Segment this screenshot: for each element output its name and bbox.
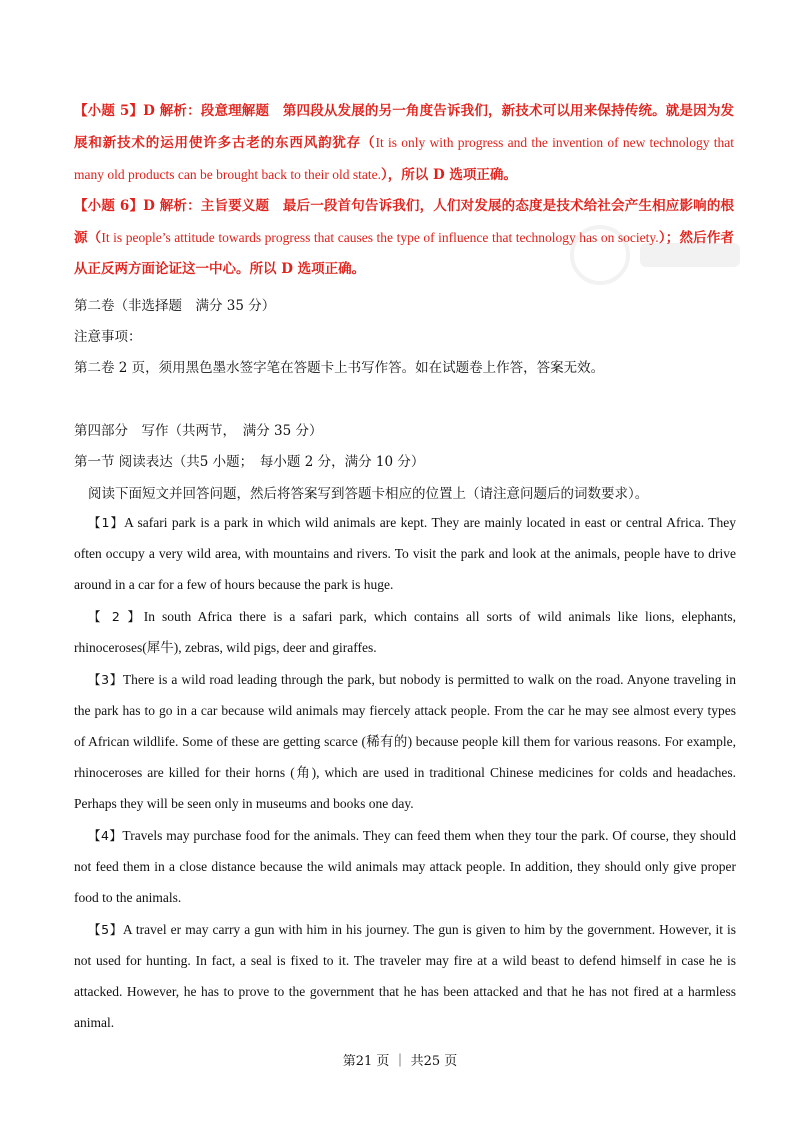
answer-q6-quote: It is people’s attitude towards progress that causes the type of influence that technology has on society. <box>101 230 659 245</box>
section1-title: 第一节 阅读表达（共5 小题； 每小题 2 分，满分 10 分） <box>74 454 425 470</box>
paragraph-tag: 【 2 】 <box>88 609 144 624</box>
passage-paragraph-5 <box>74 914 736 1038</box>
paragraph-tag: 【5】 <box>88 922 123 937</box>
answer-q6-text: 最后一段首句告诉我们，人们对发展的态度是技术给社会产生相应影响的根源（ <box>74 198 735 246</box>
page-footer: 第21 页 ｜ 共25 页 <box>342 1054 458 1069</box>
passage-paragraph-2 <box>74 601 736 663</box>
volume2-title: 第二卷（非选择题 满分 35 分） <box>74 298 276 314</box>
answer-q5-quote: It is only with progress and the invention of new technology that many old products can be brought back to their old state. <box>74 135 735 182</box>
paragraph-tag: 【1】 <box>88 515 125 530</box>
answer-q6-conclusion: ）；然后作者从正反两方面论证这一中心。所以 D 选项正确。 <box>74 230 735 277</box>
answer-q5-label: 【小题 5】D 解析：段意理解题 <box>74 103 270 119</box>
answer-explanations <box>74 96 734 285</box>
passage-paragraph-3 <box>74 664 736 819</box>
answer-q5-text: 第四段从发展的另一角度告诉我们，新技术可以用来保持传统。就是因为发展和新技术的运用使许多古老的东西风韵犹存（ <box>74 103 735 151</box>
answer-q6 <box>74 191 734 285</box>
reading-instruction: 阅读下面短文并回答问题，然后将答案写到答题卡相应的位置上（请注意问题后的词数要求）。 <box>88 486 649 502</box>
paragraph-tag: 【4】 <box>88 828 123 843</box>
paragraph-text: In south Africa there is a safari park, which contains all sorts of wild animals like lions, elephants, rhinoceroses(犀牛), zebras, wild pigs, deer and giraffes. <box>74 609 737 655</box>
answer-q5 <box>74 96 734 191</box>
passage-paragraph-1 <box>74 507 736 600</box>
paragraph-text: A safari park is a park in which wild animals are kept. They are mainly located in east or central Africa. They often occupy a very wild area, with mountains and rivers. To visit the park and look at the animals, people have to drive around in a car for a few of hours because the park is huge. <box>74 515 736 592</box>
paragraph-text: There is a wild road leading through the park, but nobody is permitted to walk on the road. Anyone traveling in the park has to go in a car because wild animals may fiercely attack people. From the car he may see almost every types of African wildlife. Some of these are getting scarce (稀有的) because people kill them for various reasons. For example, rhinoceroses are killed for their horns (角), which are used in traditional Chinese medicines for colds and headaches. Perhaps they will be seen only in museums and books one day. <box>74 672 736 811</box>
passage-paragraph-4 <box>74 820 736 913</box>
paragraph-text: Travels may purchase food for the animals. They can feed them when they tour the park. Of course, they should not feed them in a close distance because the wild animals may attack people. In addition, they should only give proper food to the animals. <box>74 828 736 905</box>
answer-q5-conclusion: ），所以 D 选项正确。 <box>381 167 517 183</box>
part4-title: 第四部分 写作（共两节， 满分 35 分） <box>74 423 323 439</box>
notice-text: 第二卷 2 页，须用黑色墨水签字笔在答题卡上书写作答。如在试题卷上作答，答案无效。 <box>74 360 605 376</box>
notice-title: 注意事项： <box>74 329 142 345</box>
paragraph-tag: 【3】 <box>88 672 123 687</box>
paragraph-text: A travel er may carry a gun with him in his journey. The gun is given to him by the government. However, it is not used for hunting. In fact, a seal is fixed to it. The traveler may fire at a wild beast to defend himself in case he is attacked. However, he has to prove to the government that he has been attacked and that he has not fired at a harmless animal. <box>74 922 737 1030</box>
answer-q6-label: 【小题 6】D 解析：主旨要义题 <box>74 198 270 214</box>
